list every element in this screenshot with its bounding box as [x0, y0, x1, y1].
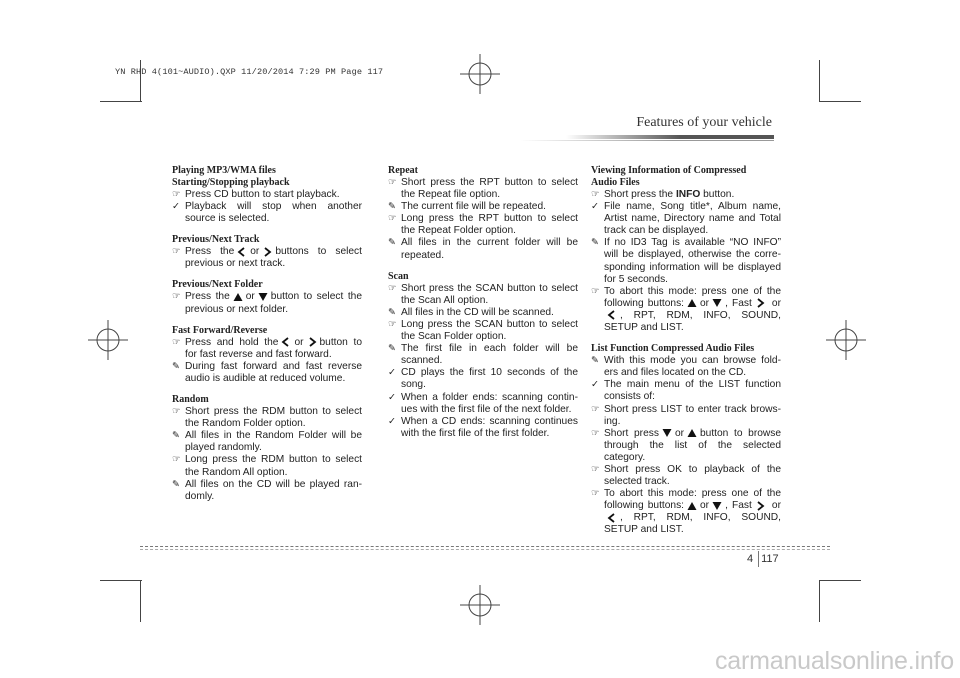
- check-icon: ✓: [388, 391, 396, 403]
- crop-mark: [819, 580, 820, 622]
- list-item: ☞ To abort this mode: press one of the following buttons: or , Fast or , RPT, RDM, INFO, SOUND, SETUP and LIST.: [591, 488, 781, 536]
- crop-mark: [819, 101, 861, 102]
- list-item: ☞ Press CD button to start playback.: [172, 189, 340, 200]
- check-icon: ✓: [172, 201, 180, 213]
- action-icon: ☞: [388, 282, 397, 294]
- list-item: ✎ All files in the Random Folder will be played randomly.: [172, 430, 362, 454]
- section-heading: Scan: [388, 270, 409, 282]
- list-item: ✎ All files on the CD will be played ran-domly.: [172, 478, 362, 502]
- note-icon: ✎: [591, 355, 599, 367]
- list-item: ☞ Long press the RPT button to select the Repeat Folder option.: [388, 213, 578, 237]
- list-item: ✎ If no ID3 Tag is available “NO INFO” will be displayed, otherwise the corre-sponding information will be displayed for 5 seconds.: [591, 237, 781, 285]
- list-item: ✎ All files in the CD will be scanned.: [388, 306, 554, 318]
- check-icon: ✓: [591, 201, 599, 213]
- list-item: ✎ All files in the current folder will be repeated.: [388, 237, 578, 261]
- note-icon: ✎: [388, 306, 396, 318]
- action-icon: ☞: [388, 177, 397, 188]
- crop-mark: [819, 580, 861, 581]
- crop-mark: [100, 580, 142, 581]
- list-item: ☞ Press the or buttons to select previous or next track.: [172, 246, 362, 270]
- action-icon: ☞: [172, 189, 181, 200]
- section-heading: Audio Files: [591, 177, 640, 188]
- triangle-down-icon: [662, 428, 672, 438]
- action-icon: ☞: [172, 291, 181, 303]
- list-item: ☞ Long press the SCAN button to select the Scan Folder option.: [388, 318, 578, 343]
- registration-mark-top: [460, 54, 500, 94]
- action-icon: ☞: [591, 189, 600, 200]
- chevron-right-icon: [755, 501, 765, 511]
- triangle-down-icon: [712, 298, 722, 308]
- chevron-right-icon: [262, 247, 272, 257]
- check-icon: ✓: [388, 367, 396, 379]
- registration-mark-bottom: [460, 585, 500, 625]
- list-item: ✎ The first file in each folder will be scanned.: [388, 343, 578, 367]
- page-number-divider: [758, 551, 759, 567]
- column-2: [388, 165, 578, 440]
- action-icon: ☞: [172, 454, 181, 466]
- note-icon: ✎: [388, 343, 396, 355]
- list-item: ✎ With this mode you can browse fold-ers and files located on the CD.: [591, 355, 781, 379]
- action-icon: ☞: [172, 406, 181, 418]
- triangle-up-icon: [687, 298, 697, 308]
- section-heading: Playing MP3/WMA files: [172, 165, 276, 176]
- list-item: ☞ Press the or button to select the previous or next folder.: [172, 291, 362, 315]
- footer-rule: [140, 546, 830, 547]
- header-rule: [566, 135, 774, 139]
- list-item: ✓ When a CD ends: scanning continues with the first file of the first folder.: [388, 415, 578, 439]
- column-1: [172, 165, 362, 503]
- action-icon: ☞: [591, 403, 600, 415]
- action-icon: ☞: [591, 463, 600, 475]
- watermark: carmanualsonline.info: [714, 647, 954, 675]
- crop-mark: [819, 60, 820, 102]
- chevron-right-icon: [755, 298, 765, 308]
- section-heading: Fast Forward/Reverse: [172, 324, 268, 336]
- triangle-down-icon: [258, 292, 268, 302]
- action-icon: ☞: [388, 318, 397, 330]
- section-heading: Viewing Information of Compressed: [591, 165, 747, 176]
- action-icon: ☞: [591, 427, 600, 439]
- note-icon: ✎: [172, 478, 180, 490]
- section-heading: Starting/Stopping playback: [172, 177, 290, 188]
- list-item: ☞ Short press or button to browse through the list of the selected category.: [591, 427, 781, 463]
- note-icon: ✎: [172, 430, 180, 442]
- list-item: ☞ Short press the RDM button to select the Random Folder option.: [172, 406, 362, 430]
- list-item: ✓ Playback will stop when another source is selected.: [172, 201, 362, 225]
- list-item: ☞ Short press the INFO button.: [591, 189, 735, 200]
- section-heading: Random: [172, 394, 209, 406]
- triangle-up-icon: [687, 428, 697, 438]
- action-icon: ☞: [172, 246, 181, 258]
- section-heading: List Function Compressed Audio Files: [591, 343, 755, 355]
- triangle-up-icon: [233, 292, 243, 302]
- action-icon: ☞: [388, 213, 397, 225]
- registration-mark-right: [826, 320, 866, 360]
- check-icon: ✓: [388, 415, 396, 427]
- chevron-left-icon: [281, 337, 291, 347]
- list-item: ✎ The current file will be repeated.: [388, 201, 546, 213]
- registration-mark-left: [88, 320, 128, 360]
- print-slug: YN RHD 4(101~AUDIO).QXP 11/20/2014 7:29 PM Page 117: [115, 67, 384, 77]
- chevron-left-icon: [237, 247, 247, 257]
- check-icon: ✓: [591, 379, 599, 391]
- list-item: ☞ Long press the RDM button to select the Random All option.: [172, 454, 362, 478]
- page-number-value: 117: [761, 553, 779, 565]
- chevron-left-icon: [607, 513, 617, 523]
- list-item: ☞ Press and hold the or button to for fast reverse and fast forward.: [172, 336, 362, 360]
- section-number: 4: [747, 553, 754, 565]
- action-icon: ☞: [591, 488, 600, 500]
- list-item: ☞ Short press the RPT button to select the Repeat file option.: [388, 177, 578, 201]
- chevron-left-icon: [607, 310, 617, 320]
- column-3: [591, 165, 781, 537]
- crop-mark: [100, 101, 142, 102]
- list-item: ☞ Short press LIST to enter track brows-ing.: [591, 403, 781, 427]
- chevron-right-icon: [307, 337, 317, 347]
- page-number: [747, 553, 779, 565]
- crop-mark: [140, 580, 141, 622]
- list-item: ✓ CD plays the first 10 seconds of the song.: [388, 367, 578, 391]
- note-icon: ✎: [388, 237, 396, 249]
- list-item: ✎ During fast forward and fast reverse audio is audible at reduced volume.: [172, 360, 362, 384]
- section-heading: Previous/Next Track: [172, 234, 260, 246]
- list-item: ☞ To abort this mode: press one of the following buttons: or , Fast or , RPT, RDM, INFO, SOUND, SETUP and LIST.: [591, 285, 781, 334]
- action-icon: ☞: [591, 285, 600, 297]
- list-item: ✓ The main menu of the LIST function consists of:: [591, 379, 781, 403]
- note-icon: ✎: [388, 201, 396, 213]
- note-icon: ✎: [172, 360, 180, 372]
- list-item: ✓ File name, Song title*, Album name, Artist name, Directory name and Total track can be displayed.: [591, 201, 781, 237]
- action-icon: ☞: [172, 336, 181, 348]
- list-item: ✓ When a folder ends: scanning contin-ues with the first file of the next folder.: [388, 391, 578, 415]
- triangle-down-icon: [712, 501, 722, 511]
- header-rule: [520, 140, 774, 141]
- section-heading: Previous/Next Folder: [172, 279, 263, 291]
- list-item: ☞ Short press the SCAN button to select the Scan All option.: [388, 282, 578, 306]
- triangle-up-icon: [687, 501, 697, 511]
- list-item: ☞ Short press OK to playback of the selected track.: [591, 463, 781, 488]
- note-icon: ✎: [591, 237, 599, 249]
- page-header-title: Features of your vehicle: [636, 115, 772, 130]
- footer-rule: [140, 549, 830, 550]
- section-heading: Repeat: [388, 165, 418, 176]
